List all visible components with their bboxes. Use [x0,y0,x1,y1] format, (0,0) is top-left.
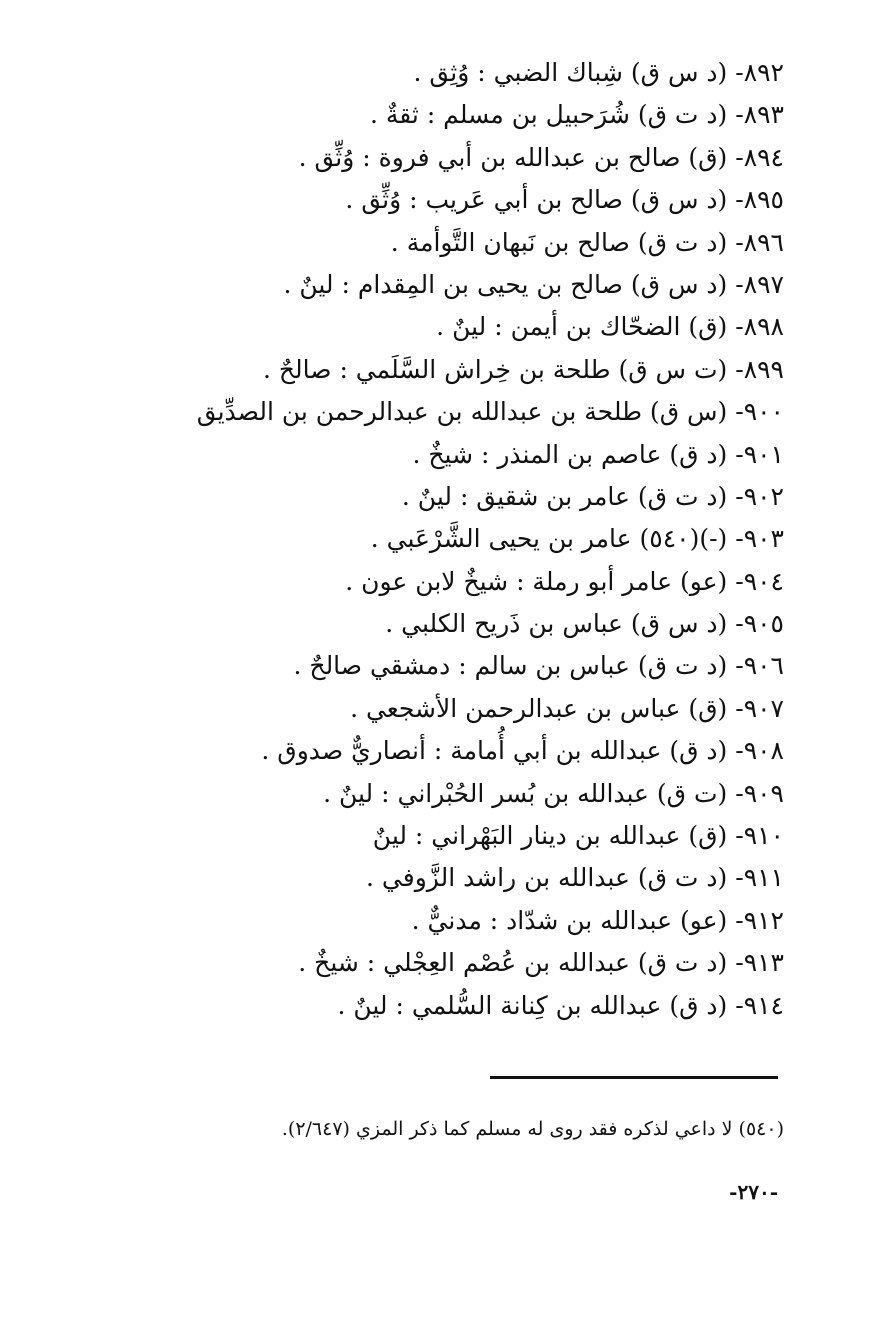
list-item: ٩٠٣- (-)(٥٤٠) عامر بن يحيى الشَّرْعَبي . [370,524,784,554]
narrator-list [104,52,784,1027]
list-item: ٩٠٥- (د س ق) عباس بن ذَريح الكلبي . [385,609,784,639]
list-item: ٩٠٨- (د ق) عبدالله بن أبي أُمامة : أنصاريٌّ صدوق . [261,736,784,766]
list-item: ٨٩٢- (د س ق) شِباك الضبي : وُثِق . [413,58,784,87]
list-item: ٨٩٤- (ق) صالح بن عبدالله بن أبي فروة : وُثِّق . [298,142,784,172]
list-item: ٩٠٩- (ت ق) عبدالله بن بُسر الحُبْراني : لينٌ . [323,778,784,808]
list-item: ٩٠٧- (ق) عباس بن عبدالرحمن الأشجعي . [350,693,784,723]
list-item: ٨٩٣- (د ت ق) شُرَحبيل بن مسلم : ثقةٌ . [369,100,784,130]
list-item: ٨٩٧- (د س ق) صالح بن يحيى بن المِقدام : لينٌ . [283,269,784,299]
list-item: ٨٩٦- (د ت ق) صالح بن نَبهان التَّوأمة . [390,227,784,257]
footnote-divider [490,1076,778,1079]
list-item: ٩١٠- (ق) عبدالله بن دينار البَهْراني : لينٌ [372,821,784,851]
list-item: ٩١٢- (عو) عبدالله بن شدّاد : مدنيٌّ . [411,905,784,935]
list-item: ٨٩٥- (د س ق) صالح بن أبي عَريب : وُثِّق . [345,185,784,215]
list-item: ٩٠٤- (عو) عامر أبو رملة : شيخٌ لابن عون . [345,566,784,596]
list-item: ٩١٣- (د ت ق) عبدالله بن عُصْم العِجْلي : شيخٌ . [298,948,784,978]
list-item: ٩١١- (د ت ق) عبدالله بن راشد الزَّوفي . [366,863,784,893]
list-item: ٩٠٢- (د ت ق) عامر بن شقيق : لينٌ . [401,481,784,511]
list-item: ٨٩٩- (ت س ق) طلحة بن خِراش السَّلَمي : صالحٌ . [263,354,784,384]
list-item: ٩٠١- (د ق) عاصم بن المنذر : شيخٌ . [412,439,784,469]
list-item: ٩٠٦- (د ت ق) عباس بن سالم : دمشقي صالحٌ . [293,651,784,681]
list-item: ٨٩٨- (ق) الضحّاك بن أيمن : لينٌ . [436,312,784,342]
list-item: ٩١٤- (د ق) عبدالله بن كِنانة السُّلمي : لينٌ . [337,990,784,1020]
list-item: ٩٠٠- (س ق) طلحة بن عبدالله بن عبدالرحمن بن الصدِّيق [196,397,784,427]
page-number: -٢٧٠- [729,1180,778,1204]
footnote: (٥٤٠) لا داعي لذكره فقد روى له مسلم كما ذكر المزي (٢/٦٤٧). [281,1118,784,1140]
